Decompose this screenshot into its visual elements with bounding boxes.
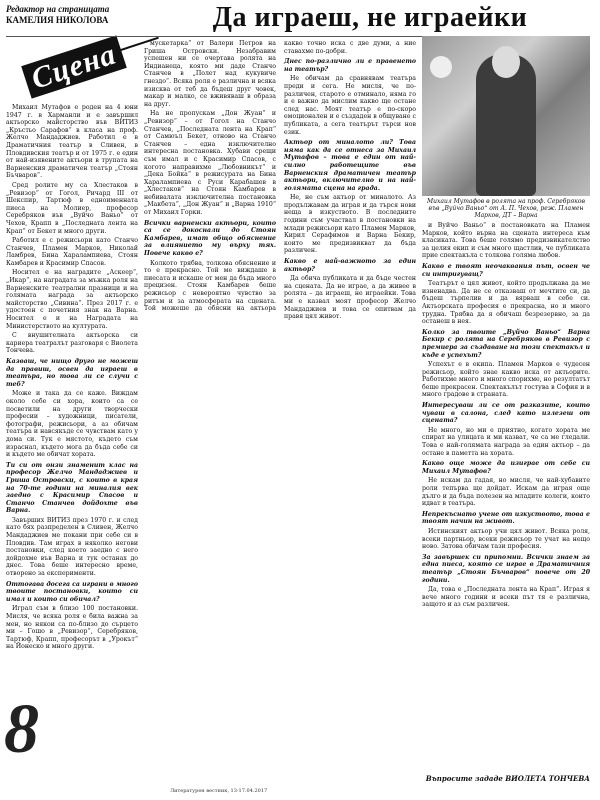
editor-credit xyxy=(6,4,156,26)
bio-paragraph: С внушителната актьорска си кариера театралът разговаря с Виолета Тончева. xyxy=(6,332,138,355)
interview-question: Казваш, че нищо друго не можеш да правиш, освен да играеш в театъра, но това ли се случи с теб? xyxy=(6,358,138,388)
interview-question: Ти си от онзи знаменит клас на професор Желчо Мандаджиев и Гриша Островски, с които в края на 70-те години на миналия век заедно с Красимир Спасов и Станчо Станчев дойдохте във Варна. xyxy=(6,461,138,515)
column-middle xyxy=(144,40,416,788)
bio-paragraph: Михаил Мутафов е роден на 4 юни 1947 г. в Харманли и е завършил актьорско майсторство във ВИТИЗ „Кръстьо Сарафов“ в класа на проф. Желчо Мандаджиев. Работил е в Драматичния театър в Сливен, в Пловдивския театър и от 1975 г. е един от най-изявените актьори в трупата на Варненския драматичен театър „Стоян Бъчваров“. xyxy=(6,104,138,180)
section-stamp-wrap xyxy=(20,37,130,98)
interview-answer: Не искам да гадая, но мисля, че най-хубавите роли тепърва ще дойдат. Искам да играя още дълго и да бъда полезен на младите колеги, които идват в театъра. xyxy=(422,477,590,508)
interview-answer: Успехът е в екипа. Пламен Марков е чудесен режисьор, който знае какво иска от актьорите. Работихме много и много спорихме, но резултатът беше прекрасен. Спектакълът гостува в София и в много градове в страната. xyxy=(422,361,590,399)
interview-question: Днес по-различно ли е правенето на театър? xyxy=(284,58,416,73)
interview-question: Колко за твоите „Вуйчо Ваньо“ Варна Бекир с ролята на Серебряков в Ревизор с премиера за създаване на този спектакъл и къде е успехът? xyxy=(422,328,590,359)
actor-photo xyxy=(422,36,590,196)
interview-question: Какво още може да изиграе от себе си Михаил Мутафов? xyxy=(422,460,590,475)
bio-paragraph: Носител е на наградите „Аскеер“, „Икар“, на наградата за мъжка роля на Варненските театрални празници и на голямата награда за актьорско майсторство „Сивина“. През 2017 г. е удостоен с почетния знак на Варна. Носител е и на Наградата на Министерството на културата. xyxy=(6,269,138,330)
interview-answer: Да, това е „Последната лента на Крап“. Играя я вече много години и всеки път тя е различна, защото и аз съм различен. xyxy=(422,586,590,609)
photo-lamp xyxy=(430,56,452,78)
interview-question: Непрекъснато учене от изкуството, това е твоят начин на живот. xyxy=(422,510,590,526)
interview-question: Какво е най-важното за един актьор? xyxy=(284,258,416,273)
editor-role: Редактор на страницата xyxy=(6,4,110,14)
interview-question: Актьор от миналото ли? Това няма как да се отнеса за Михаил Мутафов – това е един от най-силно работещите във Варненския драматичен театър актьори, включително и на най-голямата сцена на града. xyxy=(284,139,416,192)
interview-answer: Играл съм в близо 100 постановки. Мисля, че всяка роля е била важна за мен, но някои са по-близо до сърцето ми – Гошо в „Ревизор“, Серебряков, Тартюф, Крапп, професорът в „Урокът“ на Йонеско и много други. xyxy=(6,605,138,651)
column-right xyxy=(422,222,590,772)
interview-answer: Не, не съм актьор от миналото. Аз продължавам да играя и да търся нови неща в изкуството. В последните години съм участвал в постановки на млади режисьори като Пламен Марков, Кирил Серафимов и Варна Бекир, които ме предизвикват да бъда различен. xyxy=(284,194,416,255)
editor-name: КАМЕЛИЯ НИКОЛОВА xyxy=(6,15,109,25)
article-paragraph: мускетарка“ от Валери Петров на Гриша Островски. Незабравим успешен ни се очертава ролята на Индианеца, която ми даде Станчо Станчев в „Полет над кукувиче гнездо“. Всяка роля е различна и всяка изисква от теб да бъдеш друг човек, макар и малко, се вживяваш в образа на друг. xyxy=(144,40,276,108)
bio-paragraph: Работил е с режисьори като Станчо Станчев, Пламен Марков, Николай Ламбрев, Бина Харалампиева, Стоян Камбарев и Красимир Спасов. xyxy=(6,237,138,267)
interview-question: За завършек си припомни. Всички знаем за една пиеса, която се играе в Драматичния театър „Стоян Бъчваров“ повече от 20 години. xyxy=(422,553,590,584)
interview-answer: Не много, но ми е приятно, когато хората ме спират на улицата и ми казват, че са ме гледали. Това е най-голямата награда за един актьор – да остане в паметта на хората. xyxy=(422,426,590,457)
photo-caption: Михаил Мутафов в ролята на проф. Серебряков във „Вуйчо Ваньо“ от А. П. Чехов, реж. Пламен Марков, ДТ – Варна xyxy=(427,198,585,219)
column-left xyxy=(6,104,138,689)
interview-answer: и Вуйчо Ваньо“ в постановката на Пламен Марков, който върна на сцената интереса към класиката. Това беше голямо предизвикателство за целия екип и съм много щастлив, че публиката прие спектакъла с толкова голяма любов. xyxy=(422,222,590,260)
interview-answer: Завърших ВИТИЗ през 1970 г. и след като бях разпределен в Сливен, Желчо Мандаджиев ме покани при себе си в Пловдив. Там играх в няколко негови постановки, след което заедно с него дойдохме във Варна и тук останах до днес. Това беше интересно време, отворено за експерименти. xyxy=(6,516,138,578)
interview-answer: Може и така да се каже. Виждам около себе си хора, които са се посветили на други творчески професии – художници, писатели, фотографи, режисьори, а аз обичам театъра и навсякъде се чувствам като у дома си. Тук е мястото, където съм израснал, където мога да бъда себе си и където ме обичат хората. xyxy=(6,390,138,459)
footer-imprint: Литературен вестник, 13-17.04.2017 xyxy=(170,788,268,794)
interview-question: Интересуваш ли се от разказите, които чуваш в салона, след като излезеш от сцената? xyxy=(422,402,590,425)
interview-answer: Колкото трябва, толкова обяснение и то е прекрасно. Той ме виждаше в пиесата и искаше от мен да бъда много прецизен. Стоян Камбарев беше режисьор с невероятно чувство за ритъм и за атмосферата на сцената. Той можеше да обясни на актьора какво точно иска с две думи, а ние ставахме по-добри. xyxy=(144,40,416,313)
interview-answer: Не обичам да сравнявам театъра преди и сега. Не мисля, че по-различен, старото е отминало, няма го и е важно да мислим какво ще остане след нас. Моят театър е по-скоро емоционален и е създаден в общуване с публиката, а сега театърът търси нов език. xyxy=(284,75,416,136)
interview-question: Всички варненски актьори, които са се докоснали до Стоян Камбарев, имат общо обяснение за влиянието му върху тях. Повече какво е? xyxy=(144,219,276,258)
bio-paragraph: Сред ролите му са Хлестаков в „Ревизор“ от Гогол, Ричард III от Шекспир, Тартюф в едноименната пиеса на Молиер, професор Серебряков във „Вуйчо Ваньо“ от Чехов, Крапп в „Последната лента на Крап“ от Бекет и много други. xyxy=(6,181,138,235)
interview-answer: Истинският актьор учи цял живот. Всяка роля, всеки партньор, всеки режисьор те учат на нещо ново. Затова обичам тази професия. xyxy=(422,527,590,551)
interview-question: Оттогава досега са играни в много твоите постановки, които си имал и които си обичал? xyxy=(6,580,138,603)
section-stamp: Сцена xyxy=(21,35,127,98)
photo-head xyxy=(492,46,520,78)
interview-answer: Да обича публиката и да бъде честен на сцената. Да не играе, а да живее в ролята – да играеш, не играейки. Това ми е казвал моят професор Желчо Мандаджиев и това се опитвам да правя цял живот. xyxy=(284,275,416,321)
page-number: 8 xyxy=(4,691,39,768)
interviewer-signature: Въпросите зададе ВИОЛЕТА ТОНЧЕВА xyxy=(425,774,590,783)
article-paragraph: На не пропускам „Дон Жуан“ и „Ревизор“ – от Гогол на Станчо Станчев, „Последната лента на Крап“ от Самюъл Бекет, отново на Станчо Станчев – една изключително интересна постановка. Хубави срещи съм имал и с Красимир Спасов, с когото направихме „Любовникът“ и „Дека Бойка“ в режисурата на Бина Харалампиева с Руси Карабашев в „Хлестаков“ на Стоян Камбарев в небивалата изключителна постановка „Макбета“, „Дон Жуан“ и „Варна 1910“ от Михаил Горки. xyxy=(144,110,276,217)
interview-question: Какво е твоят неочаквания път, освен че си интригуващ? xyxy=(422,262,590,278)
page-title: Да играеш, не играейки xyxy=(212,2,528,33)
interview-answer: Театърът е цял живот, който продължава да ме изненадва. Да не се отказваш от мечтите си, да бъдеш търпелив и да вярваш в себе си. Актьорската професия е прекрасна, но и много трудна. Трябва да я обичаш безрезервно, за да останеш в нея. xyxy=(422,280,590,326)
